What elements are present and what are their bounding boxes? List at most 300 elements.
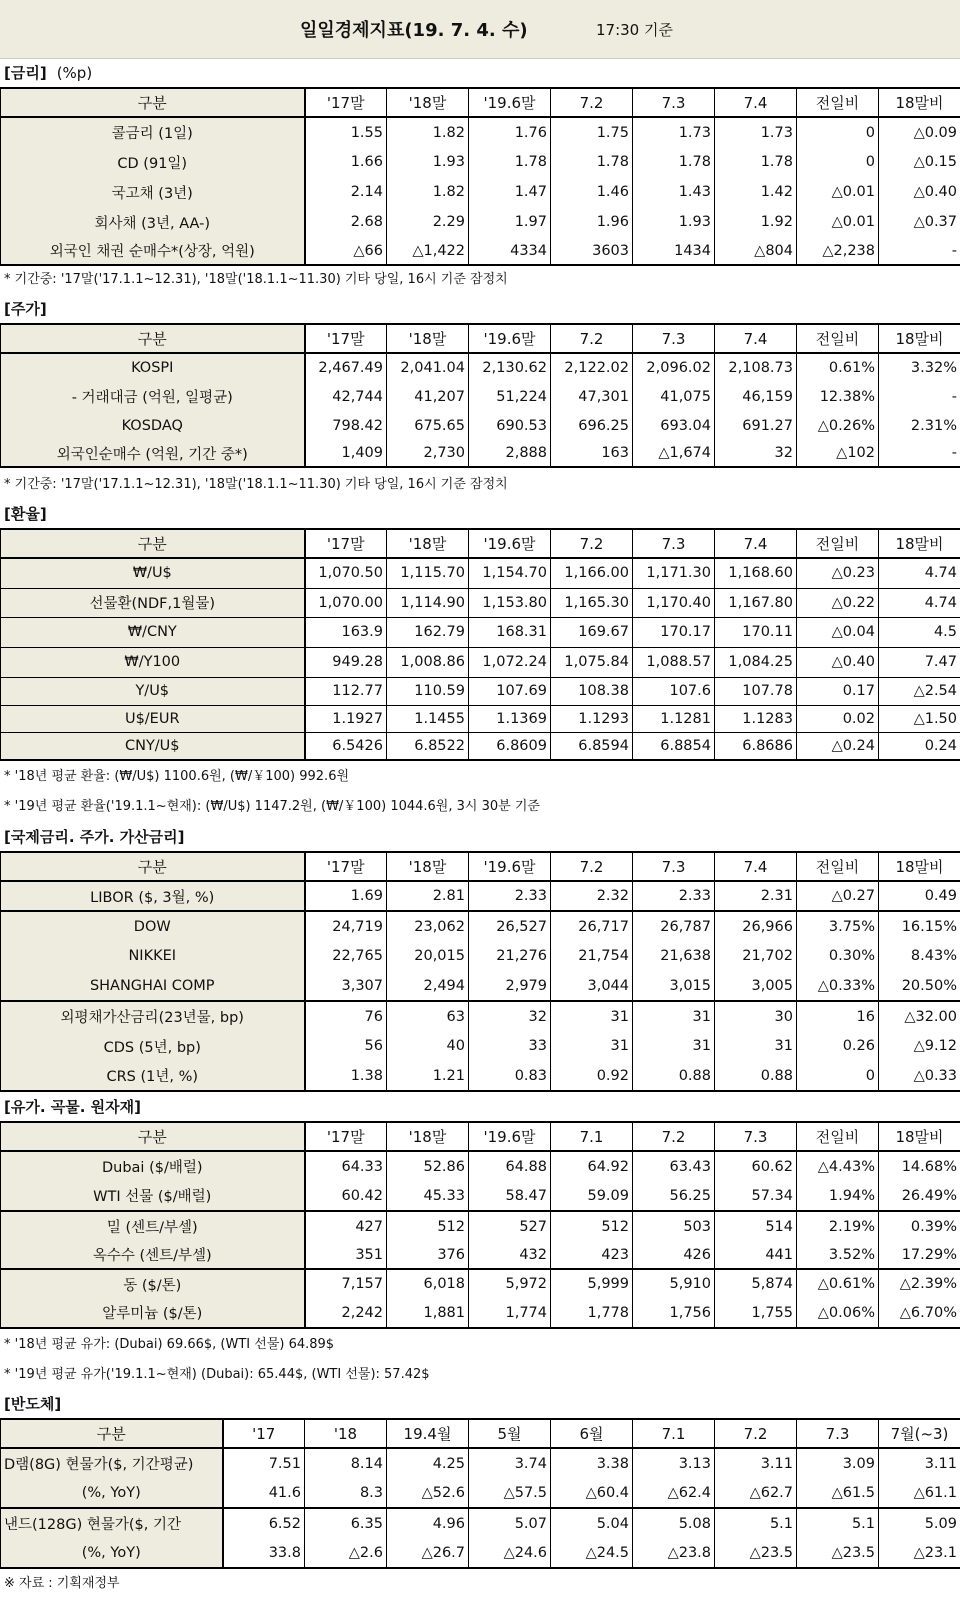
row-label: ₩/U$ (1, 558, 305, 588)
table-cell: 3.32% (879, 353, 960, 382)
table-cell: 1,168.60 (715, 558, 797, 588)
table-cell: 24,719 (305, 911, 387, 941)
column-header: '19.6말 (469, 529, 551, 558)
table-header-row (1, 1122, 960, 1151)
interest-rate-table (0, 87, 960, 266)
table-cell: 33.8 (223, 1538, 305, 1568)
table-cell: 1.69 (305, 881, 387, 911)
column-header: '18말 (387, 1122, 469, 1151)
table-cell: 1.96 (551, 207, 633, 237)
table-cell: 168.31 (469, 617, 551, 647)
table-cell: △0.37 (879, 207, 960, 237)
table-cell: 0.17 (797, 677, 879, 705)
column-header: 7월(~3) (879, 1419, 960, 1448)
table-cell: 1,084.25 (715, 647, 797, 677)
table-cell: 2,730 (387, 440, 469, 467)
row-label: 외국인 채권 순매수*(상장, 억원) (1, 237, 305, 265)
table-cell: 41.6 (223, 1478, 305, 1508)
table-cell: 1.92 (715, 207, 797, 237)
table-cell: 1.73 (715, 117, 797, 147)
table-cell: 675.65 (387, 411, 469, 440)
table-cell: 1,154.70 (469, 558, 551, 588)
column-header: 7.2 (551, 88, 633, 117)
table-cell: 1.82 (387, 117, 469, 147)
table-cell: 1,115.70 (387, 558, 469, 588)
table-row (1, 440, 960, 467)
table-row (1, 207, 960, 237)
column-header: 7.3 (633, 852, 715, 881)
table-row (1, 588, 960, 617)
row-label: Dubai ($/배럴) (1, 1151, 305, 1181)
table-cell: 0.92 (551, 1061, 633, 1091)
table-cell: 45.33 (387, 1181, 469, 1211)
table-cell: 3,005 (715, 971, 797, 1001)
table-cell: 1,075.84 (551, 647, 633, 677)
row-label: CDS (5년, bp) (1, 1031, 305, 1061)
table-cell: 8.43% (879, 941, 960, 971)
table-cell: 63 (387, 1001, 469, 1031)
table-cell: 1,409 (305, 440, 387, 467)
table-row (1, 353, 960, 382)
table-cell: 1.93 (633, 207, 715, 237)
table-cell: 5.07 (469, 1508, 551, 1538)
table-cell: 2,122.02 (551, 353, 633, 382)
row-label: 동 ($/톤) (1, 1269, 305, 1298)
table-cell: 107.78 (715, 677, 797, 705)
table-cell: 3.09 (797, 1448, 879, 1478)
note-text: * '18년 평균 유가: (Dubai) 69.66$, (WTI 선물) 64.89$ (4, 1337, 335, 1352)
table-cell: △0.09 (879, 117, 960, 147)
table-cell: 798.42 (305, 411, 387, 440)
table-cell: 1.78 (469, 147, 551, 177)
row-label: 콜금리 (1일) (1, 117, 305, 147)
table-row (1, 911, 960, 941)
table-cell: 1.38 (305, 1061, 387, 1091)
report-title: 일일경제지표(19. 7. 4. 수) (300, 20, 528, 41)
note-text: * 기간중: '17말('17.1.1~12.31), '18말('18.1.1~11.30) 기타 당일, 16시 기준 잠정치 (4, 477, 508, 492)
column-header: 구분 (1, 1419, 223, 1448)
row-label: KOSPI (1, 353, 305, 382)
table-cell: 46,159 (715, 382, 797, 411)
table-row (1, 558, 960, 588)
table-cell: 1.43 (633, 177, 715, 207)
table-cell: 76 (305, 1001, 387, 1031)
table-cell: 21,638 (633, 941, 715, 971)
table-cell: 1.1281 (633, 705, 715, 732)
column-header: 7.4 (715, 529, 797, 558)
column-header: 7.2 (551, 324, 633, 353)
table-cell: - (879, 440, 960, 467)
table-cell: △0.61% (797, 1269, 879, 1298)
table-cell: 0 (797, 147, 879, 177)
column-header: 5월 (469, 1419, 551, 1448)
row-label: Y/U$ (1, 677, 305, 705)
table-cell: 47,301 (551, 382, 633, 411)
table-cell: △0.26% (797, 411, 879, 440)
table-cell: 2,130.62 (469, 353, 551, 382)
table-cell: 7,157 (305, 1269, 387, 1298)
table-row (1, 1001, 960, 1031)
table-cell: 1.78 (633, 147, 715, 177)
table-row (1, 1151, 960, 1181)
column-header: '18말 (387, 324, 469, 353)
table-cell: 2,467.49 (305, 353, 387, 382)
table-cell: △62.4 (633, 1478, 715, 1508)
table-cell: 8.3 (305, 1478, 387, 1508)
table-cell: 949.28 (305, 647, 387, 677)
column-header: '19.6말 (469, 1122, 551, 1151)
table-cell: 58.47 (469, 1181, 551, 1211)
table-cell: 1,114.90 (387, 588, 469, 617)
column-header: 7.1 (633, 1419, 715, 1448)
table-cell: 2.32 (551, 881, 633, 911)
table-cell: 5.1 (715, 1508, 797, 1538)
table-cell: 4.96 (387, 1508, 469, 1538)
table-cell: 2.31% (879, 411, 960, 440)
table-cell: 2.81 (387, 881, 469, 911)
table-cell: △2,238 (797, 237, 879, 265)
table-cell: 2,096.02 (633, 353, 715, 382)
section-title-interest: [금리] (%p) (4, 64, 93, 82)
table-cell: 0.24 (879, 732, 960, 760)
table-cell: 31 (551, 1031, 633, 1061)
table-cell: 0.49 (879, 881, 960, 911)
row-label: DOW (1, 911, 305, 941)
column-header: 구분 (1, 1122, 305, 1151)
column-header: '17말 (305, 88, 387, 117)
table-cell: △1,422 (387, 237, 469, 265)
table-cell: 6.35 (305, 1508, 387, 1538)
table-cell: △23.1 (879, 1538, 960, 1568)
table-cell: 59.09 (551, 1181, 633, 1211)
table-cell: 1434 (633, 237, 715, 265)
table-cell: 1,070.00 (305, 588, 387, 617)
column-header: 전일비 (797, 852, 879, 881)
column-header: 7.2 (633, 1122, 715, 1151)
table-cell: 2,494 (387, 971, 469, 1001)
table-cell: 7.47 (879, 647, 960, 677)
table-cell: 0.30% (797, 941, 879, 971)
table-cell: 5,999 (551, 1269, 633, 1298)
table-cell: △23.8 (633, 1538, 715, 1568)
table-cell: 512 (551, 1211, 633, 1241)
row-label: 옥수수 (센트/부셀) (1, 1241, 305, 1269)
table-cell: 1,171.30 (633, 558, 715, 588)
table-cell: 0.88 (633, 1061, 715, 1091)
table-cell: 0 (797, 1061, 879, 1091)
table-cell: 4.25 (387, 1448, 469, 1478)
table-cell: 1,165.30 (551, 588, 633, 617)
table-row (1, 1298, 960, 1328)
row-label: 알루미늄 ($/톤) (1, 1298, 305, 1328)
table-cell: 107.69 (469, 677, 551, 705)
table-cell: 56 (305, 1031, 387, 1061)
column-header: '18말 (387, 529, 469, 558)
table-cell: 351 (305, 1241, 387, 1269)
table-cell: 5,972 (469, 1269, 551, 1298)
table-cell: 169.67 (551, 617, 633, 647)
table-cell: 1,170.40 (633, 588, 715, 617)
table-cell: 1,755 (715, 1298, 797, 1328)
table-cell: 1,072.24 (469, 647, 551, 677)
column-header: '18말 (387, 852, 469, 881)
table-cell: 26,787 (633, 911, 715, 941)
table-cell: 31 (633, 1001, 715, 1031)
table-row (1, 1478, 960, 1508)
table-cell: 2.31 (715, 881, 797, 911)
table-cell: 6.52 (223, 1508, 305, 1538)
table-cell: △26.7 (387, 1538, 469, 1568)
table-cell: 12.38% (797, 382, 879, 411)
table-cell: △23.5 (797, 1538, 879, 1568)
column-header: 7.4 (715, 324, 797, 353)
table-cell: 426 (633, 1241, 715, 1269)
row-label: 회사채 (3년, AA-) (1, 207, 305, 237)
table-cell: 56.25 (633, 1181, 715, 1211)
table-cell: - (879, 382, 960, 411)
table-cell: △2.54 (879, 677, 960, 705)
note-text: * '19년 평균 환율('19.1.1~현재): (₩/U$) 1147.2원, (₩/￥100) 1044.6원, 3시 30분 기준 (4, 799, 540, 814)
table-cell: 7.51 (223, 1448, 305, 1478)
column-header: 7.3 (797, 1419, 879, 1448)
table-cell: 1.46 (551, 177, 633, 207)
table-cell: 41,207 (387, 382, 469, 411)
table-cell: △0.33% (797, 971, 879, 1001)
table-cell: 4.5 (879, 617, 960, 647)
table-cell: 691.27 (715, 411, 797, 440)
table-cell: △61.1 (879, 1478, 960, 1508)
table-row (1, 1241, 960, 1269)
table-row (1, 1538, 960, 1568)
table-cell: 32 (469, 1001, 551, 1031)
column-header: 7.4 (715, 88, 797, 117)
column-header: '18 (305, 1419, 387, 1448)
table-cell: 17.29% (879, 1241, 960, 1269)
table-cell: 693.04 (633, 411, 715, 440)
table-cell: 23,062 (387, 911, 469, 941)
column-header: 전일비 (797, 324, 879, 353)
note-text: * '18년 평균 환율: (₩/U$) 1100.6원, (₩/￥100) 992.6원 (4, 769, 350, 784)
table-cell: 16 (797, 1001, 879, 1031)
table-cell: △1,674 (633, 440, 715, 467)
table-cell: 6.8609 (469, 732, 551, 760)
table-cell: 5.09 (879, 1508, 960, 1538)
report-time: 17:30 기준 (596, 21, 673, 39)
table-cell: 1.73 (633, 117, 715, 147)
table-cell: 2.19% (797, 1211, 879, 1241)
table-cell: 57.34 (715, 1181, 797, 1211)
column-header: 전일비 (797, 1122, 879, 1151)
table-cell: 14.68% (879, 1151, 960, 1181)
row-label: ₩/CNY (1, 617, 305, 647)
table-cell: 20.50% (879, 971, 960, 1001)
table-cell: 0.02 (797, 705, 879, 732)
column-header: '17말 (305, 324, 387, 353)
table-cell: 20,015 (387, 941, 469, 971)
column-header: '17 (223, 1419, 305, 1448)
table-cell: △0.24 (797, 732, 879, 760)
table-row (1, 177, 960, 207)
table-cell: 4334 (469, 237, 551, 265)
table-cell: △32.00 (879, 1001, 960, 1031)
table-cell: 441 (715, 1241, 797, 1269)
table-cell: 5.08 (633, 1508, 715, 1538)
table-cell: △9.12 (879, 1031, 960, 1061)
table-cell: 21,754 (551, 941, 633, 971)
table-cell: 170.11 (715, 617, 797, 647)
commodity-table (0, 1121, 960, 1329)
table-header-row (1, 852, 960, 881)
table-cell: △62.7 (715, 1478, 797, 1508)
table-cell: 52.86 (387, 1151, 469, 1181)
table-row (1, 647, 960, 677)
table-cell: 2,888 (469, 440, 551, 467)
row-label: 밀 (센트/부셀) (1, 1211, 305, 1241)
column-header: 7.3 (633, 529, 715, 558)
table-cell: 22,765 (305, 941, 387, 971)
table-cell: 16.15% (879, 911, 960, 941)
row-label: LIBOR ($, 3월, %) (1, 881, 305, 911)
table-cell: 3.74 (469, 1448, 551, 1478)
column-header: 전일비 (797, 88, 879, 117)
table-cell: 427 (305, 1211, 387, 1241)
table-row (1, 1508, 960, 1538)
table-row (1, 1269, 960, 1298)
source-note: ※ 자료 : 기획재정부 (4, 1576, 120, 1591)
column-header: 구분 (1, 852, 305, 881)
table-cell: 108.38 (551, 677, 633, 705)
table-cell: 40 (387, 1031, 469, 1061)
table-row (1, 732, 960, 760)
table-row (1, 147, 960, 177)
column-header: 18말비 (879, 324, 960, 353)
table-cell: 1,008.86 (387, 647, 469, 677)
column-header: 7.1 (551, 1122, 633, 1151)
table-header-row (1, 324, 960, 353)
table-cell: 1.1455 (387, 705, 469, 732)
column-header: 7.2 (715, 1419, 797, 1448)
table-cell: 42,744 (305, 382, 387, 411)
table-cell: 376 (387, 1241, 469, 1269)
table-cell: 170.17 (633, 617, 715, 647)
table-cell: △52.6 (387, 1478, 469, 1508)
table-cell: 3603 (551, 237, 633, 265)
table-cell: 4.74 (879, 588, 960, 617)
column-header: 7.3 (633, 88, 715, 117)
column-header: 구분 (1, 529, 305, 558)
table-cell: 3.11 (715, 1448, 797, 1478)
table-cell: 6.8594 (551, 732, 633, 760)
table-cell: 1.94% (797, 1181, 879, 1211)
column-header: 7.2 (551, 852, 633, 881)
row-label: - 거래대금 (억원, 일평균) (1, 382, 305, 411)
column-header: 6월 (551, 1419, 633, 1448)
column-header: '17말 (305, 529, 387, 558)
table-cell: 1.75 (551, 117, 633, 147)
table-cell: △0.15 (879, 147, 960, 177)
table-cell: 26,966 (715, 911, 797, 941)
table-cell: △0.23 (797, 558, 879, 588)
table-cell: 6.8686 (715, 732, 797, 760)
table-cell: 1.55 (305, 117, 387, 147)
table-cell: 432 (469, 1241, 551, 1269)
row-label: 낸드(128G) 현물가($, 기간 (1, 1508, 223, 1538)
table-cell: 2.14 (305, 177, 387, 207)
table-row (1, 411, 960, 440)
table-row (1, 881, 960, 911)
table-cell: 3.11 (879, 1448, 960, 1478)
column-header: 구분 (1, 324, 305, 353)
column-header: 7.2 (551, 529, 633, 558)
table-cell: 8.14 (305, 1448, 387, 1478)
table-cell: △0.01 (797, 207, 879, 237)
section-title-stock: [주가] (4, 300, 47, 318)
table-cell: - (879, 237, 960, 265)
table-cell: △2.6 (305, 1538, 387, 1568)
table-row (1, 941, 960, 971)
table-cell: 3,307 (305, 971, 387, 1001)
table-cell: 3.38 (551, 1448, 633, 1478)
row-label: (%, YoY) (1, 1478, 223, 1508)
table-cell: △1.50 (879, 705, 960, 732)
table-cell: 1.97 (469, 207, 551, 237)
row-label: CD (91일) (1, 147, 305, 177)
column-header: 18말비 (879, 88, 960, 117)
column-header: '18말 (387, 88, 469, 117)
table-cell: 5,874 (715, 1269, 797, 1298)
table-cell: △23.5 (715, 1538, 797, 1568)
table-cell: 162.79 (387, 617, 469, 647)
table-cell: △61.5 (797, 1478, 879, 1508)
exchange-rate-table (0, 528, 960, 761)
column-header: 7.4 (715, 852, 797, 881)
table-cell: 60.62 (715, 1151, 797, 1181)
table-cell: △4.43% (797, 1151, 879, 1181)
table-cell: 5,910 (633, 1269, 715, 1298)
table-cell: 3.75% (797, 911, 879, 941)
table-cell: 64.92 (551, 1151, 633, 1181)
table-cell: 26,717 (551, 911, 633, 941)
table-cell: 31 (633, 1031, 715, 1061)
table-cell: 163.9 (305, 617, 387, 647)
table-row (1, 705, 960, 732)
stock-table (0, 323, 960, 468)
column-header: '19.6말 (469, 88, 551, 117)
column-header: 7.3 (633, 324, 715, 353)
table-cell: 6.8522 (387, 732, 469, 760)
table-cell: 64.88 (469, 1151, 551, 1181)
table-row (1, 677, 960, 705)
table-cell: 1,153.80 (469, 588, 551, 617)
table-cell: 1,778 (551, 1298, 633, 1328)
column-header: 18말비 (879, 852, 960, 881)
table-cell: 1.78 (551, 147, 633, 177)
table-cell: 1,166.00 (551, 558, 633, 588)
table-cell: 3,044 (551, 971, 633, 1001)
table-cell: 21,276 (469, 941, 551, 971)
table-cell: 107.6 (633, 677, 715, 705)
row-label: (%, YoY) (1, 1538, 223, 1568)
table-cell: △24.5 (551, 1538, 633, 1568)
table-cell: 1.1283 (715, 705, 797, 732)
table-row (1, 1031, 960, 1061)
section-title-fx: [환율] (4, 505, 47, 523)
note-text: * '19년 평균 유가('19.1.1~현재) (Dubai): 65.44$, (WTI 선물): 57.42$ (4, 1367, 430, 1382)
row-label: NIKKEI (1, 941, 305, 971)
international-rates-table (0, 851, 960, 1092)
table-cell: 696.25 (551, 411, 633, 440)
table-cell: 514 (715, 1211, 797, 1241)
